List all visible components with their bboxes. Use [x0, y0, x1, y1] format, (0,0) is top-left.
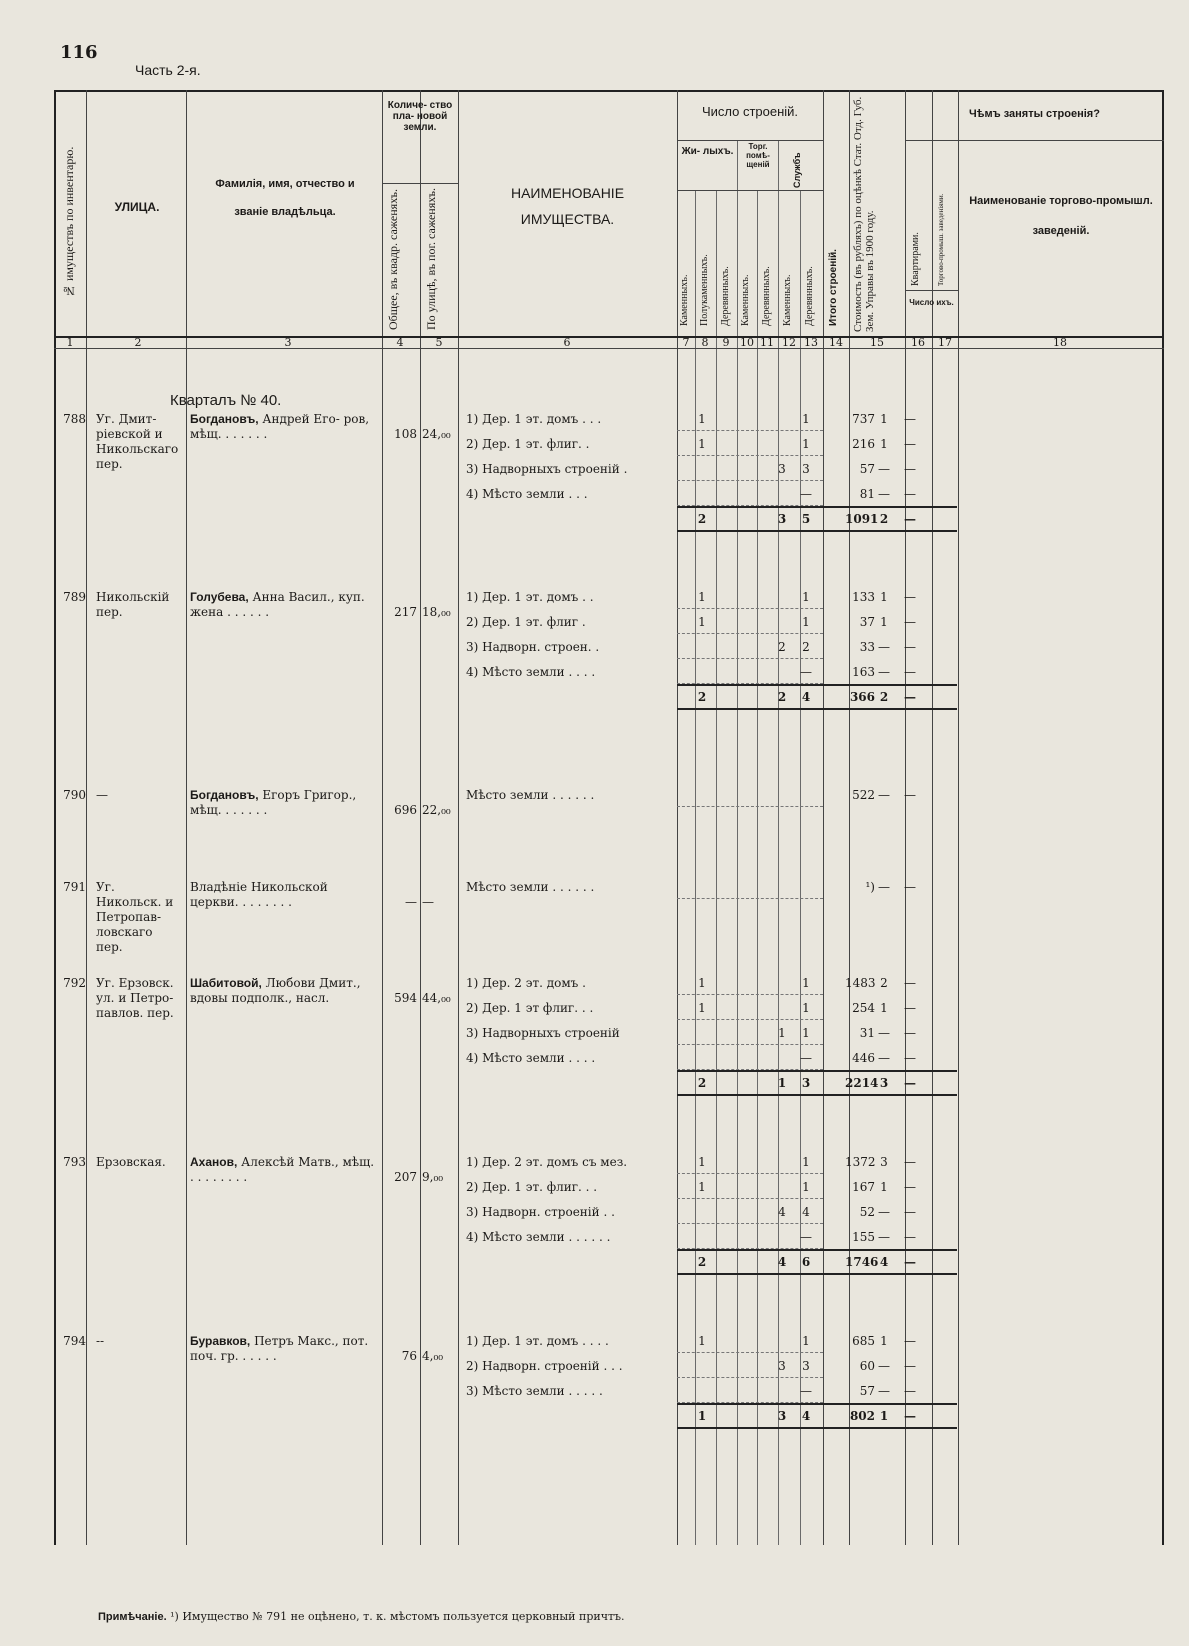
col-divider: [458, 90, 459, 1545]
count-cell-c13: 3: [778, 1359, 786, 1373]
count-cell-c9: 1: [698, 412, 706, 426]
column-number: 12: [782, 336, 796, 349]
count-cell-c9: 1: [698, 437, 706, 451]
street-length: —: [422, 895, 434, 909]
count-cell-c17: —: [904, 1205, 916, 1219]
property-item: 3) Надворн. строеній . .: [466, 1205, 615, 1219]
property-item: 4) Мѣсто земли . . . . . .: [466, 1230, 611, 1244]
total-cell-cost: 802: [849, 1409, 875, 1423]
total-cell-c14: 3: [801, 1076, 811, 1090]
property-item: 2) Дер. 1 эт флиг. . .: [466, 1001, 594, 1015]
total-cell-cost: 2214: [845, 1076, 879, 1090]
quarter-label: Кварталъ № 40.: [170, 392, 282, 409]
count-cell-c14: 3: [802, 1359, 810, 1373]
total-cell-c14: 5: [801, 512, 811, 526]
total-area: —: [405, 895, 417, 909]
header-semistone: Полукаменныхъ.: [699, 254, 710, 326]
total-cell-c9: 2: [697, 1076, 707, 1090]
count-cell-cost: 216: [852, 437, 875, 451]
count-cell-c14: 1: [802, 1001, 810, 1015]
count-cell-c14: 1: [802, 1334, 810, 1348]
header-land-qty: Количе- ство пла- новой земли.: [387, 100, 453, 133]
count-cell-c9: 1: [698, 1334, 706, 1348]
count-cell-cost: 522: [852, 788, 875, 802]
count-cell-c16: —: [878, 788, 890, 802]
total-cell-c13: 3: [777, 512, 787, 526]
count-cell-c14: —: [800, 1051, 812, 1065]
count-cell-c17: —: [904, 665, 916, 679]
count-cell-c9: 1: [698, 1180, 706, 1194]
count-cell-c14: 1: [802, 615, 810, 629]
street-length: 4,₀₀: [422, 1349, 444, 1363]
count-cell-c9: 1: [698, 615, 706, 629]
total-cell-c17: —: [904, 512, 916, 526]
count-cell-c14: —: [800, 665, 812, 679]
count-cell-cost: ¹): [865, 880, 875, 894]
header-occupied: Чѣмъ заняты строенія?: [969, 108, 1100, 120]
owner: [190, 590, 376, 620]
count-cell-c16: —: [878, 1359, 890, 1373]
count-cell-c16: —: [878, 487, 890, 501]
street-length: 9,₀₀: [422, 1170, 444, 1184]
count-cell-c13: 3: [778, 462, 786, 476]
street-name: Уг. Дмит- ріевской и Никольскаго пер.: [96, 412, 179, 471]
owner-details: Любови Дмит., вдовы подполк., насл.: [190, 976, 361, 1005]
col-divider: [905, 90, 906, 1545]
count-cell-c16: 1: [880, 590, 888, 604]
count-cell-cost: 37: [859, 615, 875, 629]
count-cell-cost: 685: [852, 1334, 875, 1348]
column-number: 17: [938, 336, 952, 349]
property-item: 4) Мѣсто земли . . . .: [466, 1051, 596, 1065]
header-stone: Каменныхъ.: [679, 274, 690, 326]
count-cell-c16: 1: [880, 1001, 888, 1015]
header-street-length: По улицѣ, въ пог. саженяхъ.: [424, 188, 438, 330]
count-cell-c17: —: [904, 1001, 916, 1015]
header-total-buildings: Итого строеній.: [828, 249, 839, 326]
total-cell-cost: 1091: [845, 512, 879, 526]
column-number: 11: [760, 336, 774, 349]
property-item: 3) Мѣсто земли . . . . .: [466, 1384, 603, 1398]
count-cell-c16: —: [878, 880, 890, 894]
footnote-label: Примѣчаніе.: [98, 1611, 167, 1623]
count-cell-c16: —: [878, 462, 890, 476]
count-cell-c16: —: [878, 1205, 890, 1219]
header-owner: Фамилія, имя, отчество и званіе владѣльца.: [215, 178, 355, 218]
col-divider: [932, 90, 933, 1545]
column-number: 3: [284, 336, 292, 349]
count-cell-c14: —: [800, 1384, 812, 1398]
count-cell-cost: 60: [859, 1359, 875, 1373]
count-cell-cost: 737: [852, 412, 875, 426]
column-number: 2: [134, 336, 142, 349]
owner-surname: Голубева,: [190, 590, 249, 604]
count-cell-c16: —: [878, 1384, 890, 1398]
count-cell-c17: —: [904, 1359, 916, 1373]
inventory-number: 794: [63, 1334, 86, 1348]
count-cell-cost: 167: [852, 1180, 875, 1194]
header-num-buildings: Число строеній.: [701, 104, 799, 119]
property-item: 3) Надворныхъ строеній: [466, 1026, 620, 1040]
total-cell-c9: 2: [697, 1255, 707, 1269]
count-cell-c16: 1: [880, 412, 888, 426]
count-cell-c14: 1: [802, 1155, 810, 1169]
total-area: 76: [401, 1349, 417, 1363]
count-cell-c16: 3: [880, 1155, 888, 1169]
total-cell-c9: 2: [697, 512, 707, 526]
header-commercial: Торг. помѣ- щеній: [746, 142, 770, 169]
count-cell-cost: 446: [852, 1051, 875, 1065]
count-cell-c14: 1: [802, 976, 810, 990]
column-number: 18: [1053, 336, 1067, 349]
count-cell-c16: 1: [880, 1180, 888, 1194]
count-cell-c17: —: [904, 1334, 916, 1348]
owner-details: Алексѣй Матв., мѣщ. . . . . . . . .: [190, 1155, 375, 1184]
property-item: 4) Мѣсто земли . . . .: [466, 665, 596, 679]
total-divider: [677, 1403, 957, 1405]
inventory-number: 793: [63, 1155, 86, 1169]
street-name: —: [96, 788, 108, 802]
total-divider: [677, 506, 957, 508]
count-cell-c14: 4: [802, 1205, 810, 1219]
property-item: 1) Дер. 2 эт. домъ съ мез.: [466, 1155, 628, 1169]
footnote: [98, 1610, 625, 1623]
total-cell-c13: 4: [777, 1255, 787, 1269]
column-number: 13: [804, 336, 818, 349]
count-cell-c17: —: [904, 487, 916, 501]
count-cell-c9: 1: [698, 1155, 706, 1169]
total-divider: [677, 1070, 957, 1072]
col-divider: [420, 90, 421, 1545]
property-item: 4) Мѣсто земли . . .: [466, 487, 588, 501]
count-cell-c14: 3: [802, 462, 810, 476]
total-area: 594: [394, 991, 417, 1005]
owner-details: Владѣніе Никольской церкви. . . . . . . .: [190, 880, 328, 909]
count-cell-c17: —: [904, 1230, 916, 1244]
col-divider: [958, 90, 959, 1545]
column-number: 14: [829, 336, 843, 349]
count-cell-cost: 1483: [845, 976, 876, 990]
count-cell-c14: 1: [802, 1026, 810, 1040]
total-cell-c16: 2: [879, 512, 889, 526]
col-divider: [86, 90, 87, 1545]
total-area: 217: [394, 605, 417, 619]
col-divider: [186, 90, 187, 1545]
header-property-name: НАИМЕНОВАНІЕ ИМУЩЕСТВА.: [510, 185, 625, 227]
property-item: Мѣсто земли . . . . . .: [466, 788, 595, 802]
count-cell-c14: 1: [802, 590, 810, 604]
total-cell-c17: —: [904, 1076, 916, 1090]
count-cell-c13: 1: [778, 1026, 786, 1040]
header-total-area: Общее, въ квадр. саженяхъ.: [386, 189, 400, 330]
count-cell-c17: —: [904, 1180, 916, 1194]
street-name: --: [96, 1334, 105, 1348]
total-cell-c9: 1: [697, 1409, 707, 1423]
header-stone: Каменныхъ.: [782, 274, 793, 326]
header-count: Число ихъ.: [909, 298, 954, 307]
inventory-number: 789: [63, 590, 86, 604]
count-cell-c17: —: [904, 640, 916, 654]
count-cell-c16: —: [878, 640, 890, 654]
column-number: 7: [682, 336, 690, 349]
header-wooden: Деревянныхъ.: [761, 266, 772, 326]
property-item: 2) Дер. 1 эт. флиг .: [466, 615, 586, 629]
header-inventory-no: № имуществъ по инвентарю.: [62, 146, 76, 298]
owner-details: Егоръ Григор., мѣщ. . . . . . .: [190, 788, 357, 817]
count-cell-c9: 1: [698, 976, 706, 990]
count-cell-c17: —: [904, 1155, 916, 1169]
count-cell-cost: 31: [859, 1026, 875, 1040]
total-cell-c9: 2: [697, 690, 707, 704]
total-cell-c16: 3: [879, 1076, 889, 1090]
header-wooden: Деревянныхъ.: [804, 266, 815, 326]
column-number: 15: [870, 336, 884, 349]
owner-details: Андрей Его- ров, мѣщ. . . . . . .: [190, 412, 370, 441]
header-service: Службъ: [792, 152, 802, 188]
total-cell-c16: 4: [879, 1255, 889, 1269]
column-number: 16: [911, 336, 925, 349]
property-item: 1) Дер. 1 эт. домъ . . .: [466, 412, 602, 426]
total-cell-c14: 4: [801, 1409, 811, 1423]
col-divider: [849, 90, 850, 1545]
count-cell-c13: 4: [778, 1205, 786, 1219]
inventory-number: 790: [63, 788, 86, 802]
owner-surname: Буравков,: [190, 1334, 251, 1348]
count-cell-c14: 1: [802, 412, 810, 426]
total-divider: [677, 1249, 957, 1251]
total-cell-c16: 2: [879, 690, 889, 704]
count-cell-c17: —: [904, 412, 916, 426]
col-divider: [823, 90, 824, 1545]
count-cell-c17: —: [904, 1026, 916, 1040]
owner-details: Петръ Макс., пот. поч. гр. . . . . .: [190, 1334, 369, 1363]
total-cell-cost: 1746: [845, 1255, 879, 1269]
inventory-number: 792: [63, 976, 86, 990]
count-cell-c14: 2: [802, 640, 810, 654]
total-cell-c13: 1: [777, 1076, 787, 1090]
count-cell-c9: 1: [698, 590, 706, 604]
owner-surname: Шабитовой,: [190, 976, 262, 990]
owner: [190, 788, 376, 818]
total-divider: [677, 684, 957, 686]
owner-details: Анна Васил., куп. жена . . . . . .: [190, 590, 365, 619]
count-cell-c13: 2: [778, 640, 786, 654]
total-cell-c14: 4: [801, 690, 811, 704]
count-cell-c17: —: [904, 462, 916, 476]
count-cell-cost: 57: [859, 1384, 875, 1398]
part-header: Часть 2-я.: [135, 62, 201, 78]
total-area: 696: [394, 803, 417, 817]
count-cell-cost: 1372: [845, 1155, 876, 1169]
total-cell-c16: 1: [879, 1409, 889, 1423]
footnote-text: ¹) Имущество № 791 не оцѣнено, т. к. мѣстомъ пользуется церковный причтъ.: [170, 1610, 625, 1623]
count-cell-c17: —: [904, 976, 916, 990]
property-item: 1) Дер. 1 эт. домъ . . . .: [466, 1334, 609, 1348]
count-cell-cost: 52: [859, 1205, 875, 1219]
count-cell-cost: 81: [859, 487, 875, 501]
header-trade-name: Наименованіе торгово-промышл. заведеній.: [969, 195, 1153, 237]
street-length: 44,₀₀: [422, 991, 451, 1005]
count-cell-cost: 33: [859, 640, 875, 654]
property-item: 1) Дер. 2 эт. домъ .: [466, 976, 586, 990]
owner: [190, 880, 376, 910]
header-cost: Стоимость (въ рубляхъ) по оцѣнкѣ Стат. Отд. Губ. Зем. Управы въ 1900 году.: [852, 96, 876, 332]
column-number: 9: [722, 336, 730, 349]
street-name: Уг. Ерзовск. ул. и Петро- павлов. пер.: [96, 976, 174, 1020]
owner-surname: Богдановъ,: [190, 788, 259, 802]
count-cell-c16: 2: [880, 976, 888, 990]
property-item: 3) Надворныхъ строеній .: [466, 462, 628, 476]
header-wooden: Деревянныхъ.: [720, 266, 731, 326]
property-item: 1) Дер. 1 эт. домъ . .: [466, 590, 594, 604]
property-item: 2) Дер. 1 эт. флиг. .: [466, 437, 590, 451]
total-cell-c13: 2: [777, 690, 787, 704]
street-length: 22,₀₀: [422, 803, 451, 817]
count-cell-c9: 1: [698, 1001, 706, 1015]
col-divider: [677, 90, 678, 1545]
column-number: 1: [66, 336, 74, 349]
col-divider: [382, 90, 383, 1545]
owner: [190, 1155, 376, 1185]
header-street: УЛИЦА.: [114, 200, 160, 214]
inventory-number: 791: [63, 880, 86, 894]
count-cell-c17: —: [904, 788, 916, 802]
count-cell-c14: 1: [802, 1180, 810, 1194]
column-number: 5: [435, 336, 443, 349]
count-cell-c16: 1: [880, 615, 888, 629]
header-trade-est: Торгово-промыш. заведеніями.: [937, 193, 945, 286]
total-area: 207: [394, 1170, 417, 1184]
owner: [190, 412, 376, 442]
count-cell-cost: 133: [852, 590, 875, 604]
count-cell-c17: —: [904, 1051, 916, 1065]
total-area: 108: [394, 427, 417, 441]
column-number: 6: [563, 336, 571, 349]
street-name: Никольскій пер.: [96, 590, 170, 619]
count-cell-c17: —: [904, 615, 916, 629]
total-cell-cost: 366: [849, 690, 875, 704]
count-cell-c14: —: [800, 487, 812, 501]
total-cell-c17: —: [904, 1409, 916, 1423]
total-cell-c13: 3: [777, 1409, 787, 1423]
inventory-number: 788: [63, 412, 86, 426]
column-number: 10: [740, 336, 754, 349]
count-cell-cost: 57: [859, 462, 875, 476]
count-cell-c17: —: [904, 880, 916, 894]
street-length: 24,₀₀: [422, 427, 451, 441]
count-cell-cost: 163: [852, 665, 875, 679]
street-name: Уг. Никольск. и Петропав- ловскаго пер.: [96, 880, 174, 954]
count-cell-c16: —: [878, 1230, 890, 1244]
count-cell-c17: —: [904, 1384, 916, 1398]
total-cell-c17: —: [904, 1255, 916, 1269]
count-cell-c17: —: [904, 590, 916, 604]
header-stone: Каменныхъ.: [740, 274, 751, 326]
column-number: 4: [396, 336, 404, 349]
owner-surname: Аханов,: [190, 1155, 238, 1169]
count-cell-cost: 254: [852, 1001, 875, 1015]
owner: [190, 976, 376, 1006]
street-length: 18,₀₀: [422, 605, 451, 619]
count-cell-c16: —: [878, 665, 890, 679]
header-residential: Жи- лыхъ.: [681, 146, 734, 157]
count-cell-c16: —: [878, 1051, 890, 1065]
property-item: Мѣсто земли . . . . . .: [466, 880, 595, 894]
count-cell-c16: —: [878, 1026, 890, 1040]
header-apartments: Квартирами.: [910, 232, 921, 286]
count-cell-c16: 1: [880, 1334, 888, 1348]
count-cell-c14: 1: [802, 437, 810, 451]
total-cell-c14: 6: [801, 1255, 811, 1269]
page-number: 116: [60, 42, 98, 63]
property-item: 3) Надворн. строен. .: [466, 640, 600, 654]
owner-surname: Богдановъ,: [190, 412, 259, 426]
property-item: 2) Дер. 1 эт. флиг. . .: [466, 1180, 598, 1194]
street-name: Ерзовская.: [96, 1155, 166, 1169]
count-cell-c14: —: [800, 1230, 812, 1244]
count-cell-c17: —: [904, 437, 916, 451]
total-cell-c17: —: [904, 690, 916, 704]
count-cell-cost: 155: [852, 1230, 875, 1244]
count-cell-c16: 1: [880, 437, 888, 451]
owner: [190, 1334, 376, 1364]
property-item: 2) Надворн. строеній . . .: [466, 1359, 623, 1373]
column-number: 8: [701, 336, 709, 349]
